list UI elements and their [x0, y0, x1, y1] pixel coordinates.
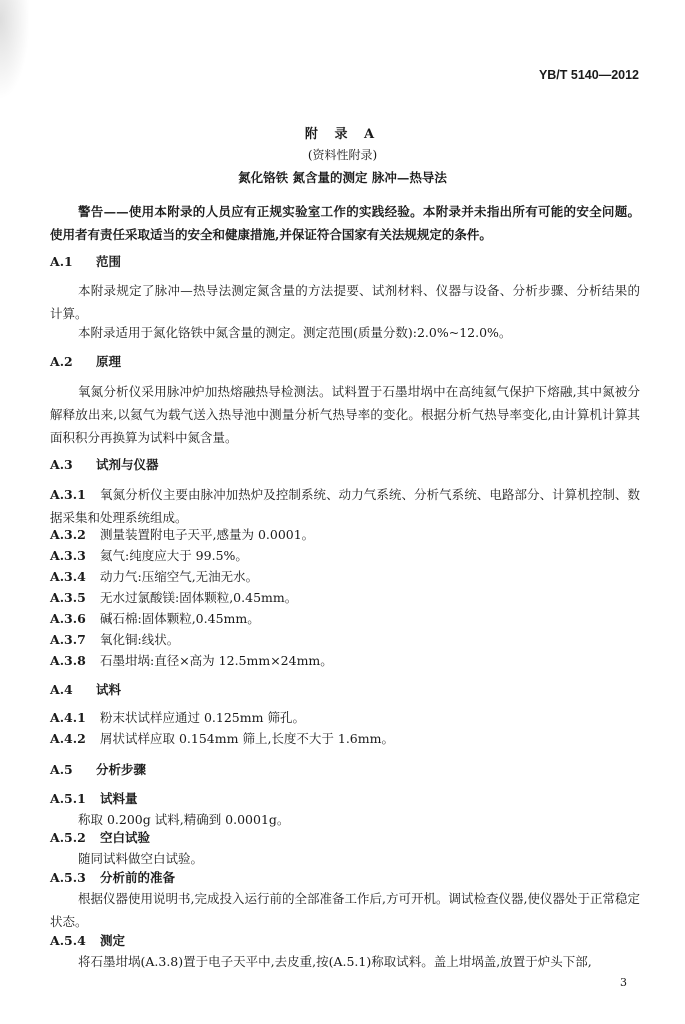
clause-number: A.3.1 — [50, 487, 86, 502]
a1-paragraph-2: 本附录适用于氮化铬铁中氮含量的测定。测定范围(质量分数):2.0%~12.0%。 — [78, 325, 512, 340]
section-a1-heading — [50, 252, 121, 270]
subsection-a5-3-heading — [50, 867, 645, 888]
section-number: A.3 — [50, 457, 73, 472]
clause-number: A.3.6 — [50, 611, 86, 626]
clause-number: A.5.3 — [50, 870, 86, 885]
section-title: 原理 — [96, 354, 122, 369]
a5-2-paragraph: 随同试料做空白试验。 — [78, 851, 204, 866]
clause-text: 动力气:压缩空气,无油无水。 — [100, 569, 259, 584]
clause-number: A.4.2 — [50, 731, 86, 746]
section-number: A.4 — [50, 682, 73, 697]
clause-number: A.5.2 — [50, 830, 86, 845]
subsection-a5-2-heading — [50, 827, 645, 848]
section-number: A.5 — [50, 762, 73, 777]
warning-paragraph: 警告——使用本附录的人员应有正规实验室工作的实践经验。本附录并未指出所有可能的安全问题。使用者有责任采取适当的安全和健康措施,并保证符合国家有关法规规定的条件。 — [50, 204, 640, 242]
list-item — [50, 608, 645, 629]
clause-text: 氧化铜:线状。 — [100, 632, 180, 647]
clause-number: A.3.2 — [50, 527, 86, 542]
clause-text: 屑状试样应取 0.154mm 筛上,长度不大于 1.6mm。 — [100, 731, 394, 746]
method-title: 氮化铬铁 氮含量的测定 脉冲—热导法 — [238, 170, 447, 185]
clause-text: 碱石棉:固体颗粒,0.45mm。 — [100, 611, 260, 626]
section-a3-heading — [50, 455, 159, 473]
a3-1-paragraph — [50, 483, 640, 529]
clause-text: 测量装置附电子天平,感量为 0.0001。 — [100, 527, 315, 542]
standard-code: YB/T 5140—2012 — [538, 68, 639, 82]
clause-text: 粉末状试样应通过 0.125mm 筛孔。 — [100, 710, 305, 725]
section-a5-heading — [50, 760, 146, 778]
clause-text: 氦气:纯度应大于 99.5%。 — [100, 548, 248, 563]
clause-title: 空白试验 — [100, 830, 151, 845]
list-item — [50, 545, 645, 566]
section-number: A.2 — [50, 354, 73, 369]
section-title: 范围 — [96, 254, 122, 269]
clause-number: A.3.8 — [50, 653, 86, 668]
appendix-type: (资料性附录) — [307, 148, 378, 162]
section-title: 试剂与仪器 — [96, 457, 159, 472]
clause-number: A.3.7 — [50, 632, 86, 647]
clause-title: 分析前的准备 — [100, 870, 176, 885]
page-number: 3 — [620, 976, 627, 989]
clause-text: 石墨坩埚:直径×高为 12.5mm×24mm。 — [100, 653, 333, 668]
clause-number: A.5.1 — [50, 791, 86, 806]
clause-text: 氧氮分析仪主要由脉冲加热炉及控制系统、动力气系统、分析气系统、电路部分、计算机控制、数据采集和处理系统组成。 — [50, 487, 640, 525]
clause-number: A.3.5 — [50, 590, 86, 605]
list-item — [50, 524, 645, 545]
list-item — [50, 650, 645, 671]
clause-number: A.5.4 — [50, 933, 86, 948]
subsection-a5-4-heading — [50, 930, 645, 951]
subsection-a5-1-heading — [50, 788, 645, 809]
section-title: 分析步骤 — [96, 762, 147, 777]
list-item — [50, 566, 645, 587]
list-item — [50, 707, 645, 728]
scan-smudge — [0, 0, 30, 100]
clause-number: A.4.1 — [50, 710, 86, 725]
list-item — [50, 629, 645, 650]
a5-3-paragraph: 根据仪器使用说明书,完成投入运行前的全部准备工作后,方可开机。调试检查仪器,使仪器处于正常稳定状态。 — [50, 891, 640, 929]
a5-1-paragraph: 称取 0.200g 试料,精确到 0.0001g。 — [78, 812, 290, 827]
appendix-title: 附 录 A — [304, 127, 381, 142]
a2-paragraph: 氧氮分析仪采用脉冲炉加热熔融热导检测法。试料置于石墨坩埚中在高纯氦气保护下熔融,其中氮被分解释放出来,以氦气为载气送入热导池中测量分析气热导率的变化。根据分析气热导率变化,由计算机计算其面积积分再换算为试料中氮含量。 — [50, 384, 640, 445]
clause-title: 测定 — [100, 933, 126, 948]
clause-text: 无水过氯酸镁:固体颗粒,0.45mm。 — [100, 590, 298, 605]
a1-paragraph-1: 本附录规定了脉冲—热导法测定氮含量的方法提要、试剂材料、仪器与设备、分析步骤、分析结果的计算。 — [50, 283, 640, 321]
list-item — [50, 728, 645, 749]
clause-number: A.3.3 — [50, 548, 86, 563]
section-a4-heading — [50, 680, 121, 698]
section-title: 试料 — [96, 682, 122, 697]
a5-4-paragraph: 将石墨坩埚(A.3.8)置于电子天平中,去皮重,按(A.5.1)称取试料。盖上坩埚盖,放置于炉头下部, — [78, 954, 592, 969]
clause-title: 试料量 — [100, 791, 138, 806]
list-item — [50, 587, 645, 608]
section-number: A.1 — [50, 254, 73, 269]
clause-number: A.3.4 — [50, 569, 86, 584]
section-a2-heading — [50, 352, 121, 370]
